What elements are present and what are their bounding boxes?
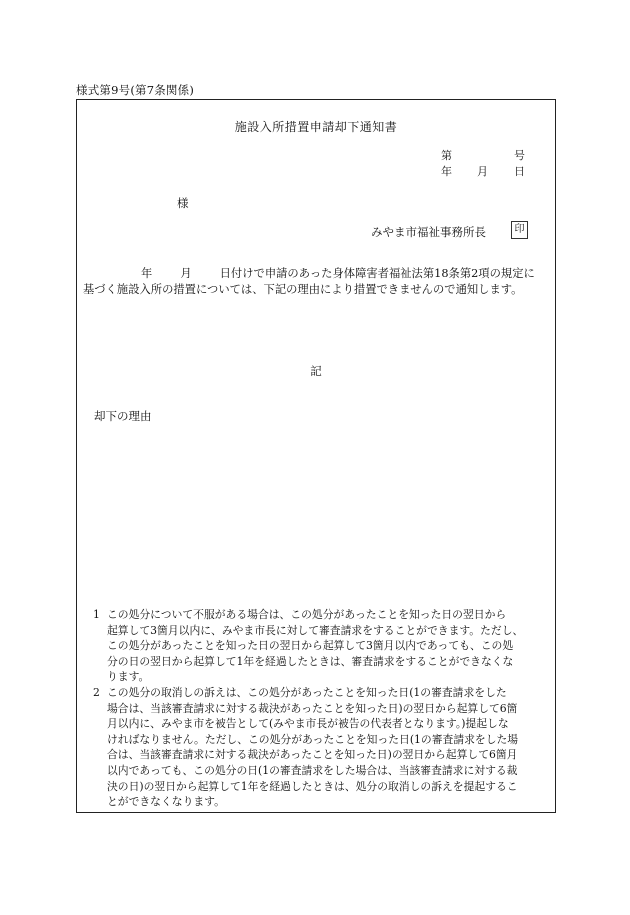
note-line: 場合は、当該審査請求に対する裁決があったことを知った日)の翌日から起算して6箇 [107,701,518,715]
note-line: 以内であっても、この処分の日(1の審査請求をした場合は、当該審査請求に対する裁 [107,763,518,777]
form-box [76,99,556,813]
note-line: この処分について不服がある場合は、この処分があったことを知った日の翌日から [107,608,507,621]
note-number: 1 [93,608,100,621]
appeal-note-1 [93,607,553,685]
notice-body-line-2: 基づく施設入所の措置については、下記の理由により措置できませんので通知します。 [83,283,523,296]
number-prefix: 第 [441,149,452,162]
note-line: 決の日)の翌日から起算して1年を経過したときは、処分の取消しの訴えを提起するこ [107,779,518,793]
document-title: 施設入所措置申請却下通知書 [234,120,398,134]
note-line: この処分があったことを知った日の翌日から起算して3箇月以内であっても、この処 [107,639,514,653]
seal-stamp: 印 [511,221,528,239]
note-line: とができなくなります。 [107,795,225,809]
body-month: 月 [180,267,192,280]
date-day: 日 [514,165,525,178]
rejection-reason-label: 却下の理由 [94,409,152,423]
addressee-honorific: 様 [177,196,189,210]
note-line: 分の日の翌日から起算して1年を経過したときは、審査請求をすることができなくな [107,654,514,668]
body-year: 年 [141,267,153,280]
date-month: 月 [477,165,488,178]
note-line: 起算して3箇月以内に、みやま市長に対して審査請求をすることができます。ただし、 [107,623,524,637]
notice-body [83,266,551,298]
body-line1-text: 日付けで申請のあった身体障害者福祉法第18条第2項の規定に [219,267,535,280]
appeal-note-2 [93,685,553,810]
issuer-name: みやま市福祉事務所長 [371,225,486,239]
form-number-label: 様式第9号(第7条関係) [76,83,195,97]
note-line: 合は、当該審査請求に対する裁決があったことを知った日)の翌日から起算して6箇月 [107,748,518,762]
ki-heading: 記 [310,364,322,378]
note-line: ります。 [107,670,150,684]
notice-body-line-1 [83,266,551,282]
note-line: この処分の取消しの訴えは、この処分があったことを知った日(1の審査請求をした [107,685,507,699]
appeal-notes [93,607,553,810]
note-line: 月以内に、みやま市を被告として(みやま市長が被告の代表者となります。)提起しな [107,717,509,731]
note-number: 2 [93,685,100,699]
number-suffix: 号 [514,149,525,162]
note-line: ければなりません。ただし、この処分があったことを知った日(1の審査請求をした場 [107,732,519,746]
date-year: 年 [441,165,452,178]
